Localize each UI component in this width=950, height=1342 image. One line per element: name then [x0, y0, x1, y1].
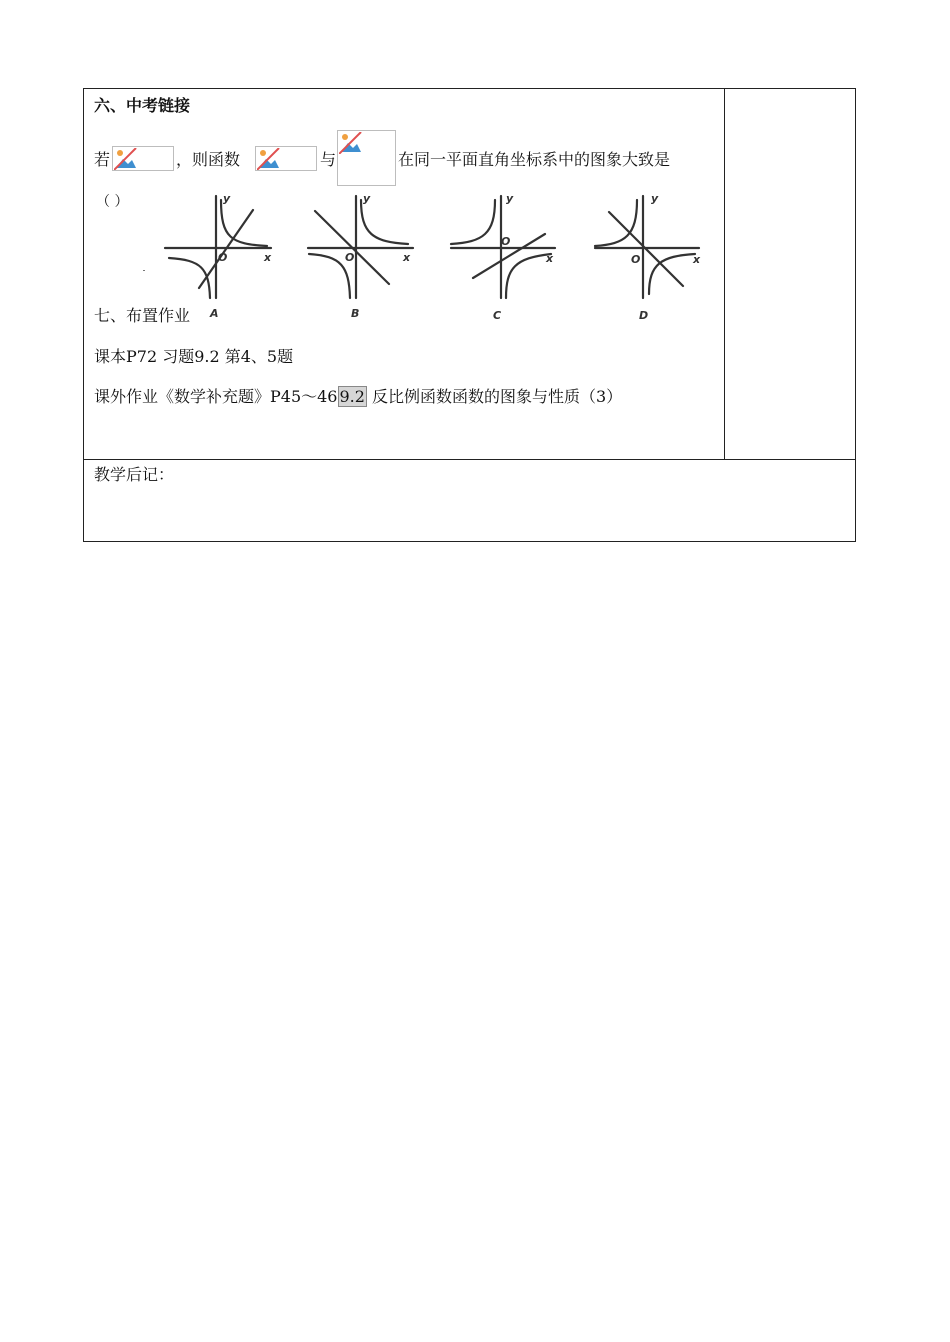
answer-graphs: [163, 186, 723, 326]
graph-a-origin: O: [218, 251, 228, 264]
question-prefix: 若: [94, 150, 111, 169]
homework-extra-highlight: 9.2: [339, 387, 365, 406]
graph-a-xlabel: x: [264, 251, 272, 264]
graph-c-ylabel: y: [506, 192, 514, 205]
graph-d-ylabel: y: [651, 192, 659, 205]
homework-extra: [94, 387, 622, 407]
graph-b-option: B: [351, 307, 360, 320]
question-mid-2: 与: [320, 150, 337, 169]
graph-c-option: C: [493, 309, 502, 322]
homework-extra-suffix: 反比例函数函数的图象与性质（3）: [366, 387, 623, 406]
function-image-icon: [255, 146, 317, 171]
graph-c-xlabel: x: [546, 252, 554, 265]
graph-b: [308, 196, 413, 298]
question-mid-1: ，则函数: [176, 150, 241, 169]
column-divider: [724, 89, 725, 459]
graph-c-origin: O: [501, 235, 511, 248]
graph-b-ylabel: y: [363, 192, 371, 205]
teaching-notes-label: 教学后记：: [94, 465, 175, 484]
graph-d-origin: O: [631, 253, 641, 266]
formula-image-icon: [112, 146, 174, 171]
graph-b-origin: O: [345, 251, 355, 264]
graph-a: [165, 196, 271, 298]
answer-paren: （ ）: [96, 194, 129, 210]
question-suffix: 在同一平面直角坐标系中的图象大致是: [398, 150, 671, 169]
row-divider: [84, 459, 855, 460]
graph-a-ylabel: y: [223, 192, 231, 205]
graph-a-option: A: [210, 307, 219, 320]
function-image-icon-2: [337, 130, 396, 186]
graph-d-option: D: [639, 309, 649, 322]
graph-d: [595, 196, 699, 298]
stray-dot: [143, 270, 145, 271]
section-6-heading: 六、中考链接: [94, 96, 191, 115]
homework-extra-prefix: 课外作业《数学补充题》P45～46: [94, 387, 338, 406]
graph-b-xlabel: x: [403, 251, 411, 264]
section-7-heading: 七、布置作业: [94, 306, 191, 325]
homework-textbook: 课本P72 习题9.2 第4、5题: [94, 347, 294, 366]
graph-d-xlabel: x: [693, 253, 701, 266]
